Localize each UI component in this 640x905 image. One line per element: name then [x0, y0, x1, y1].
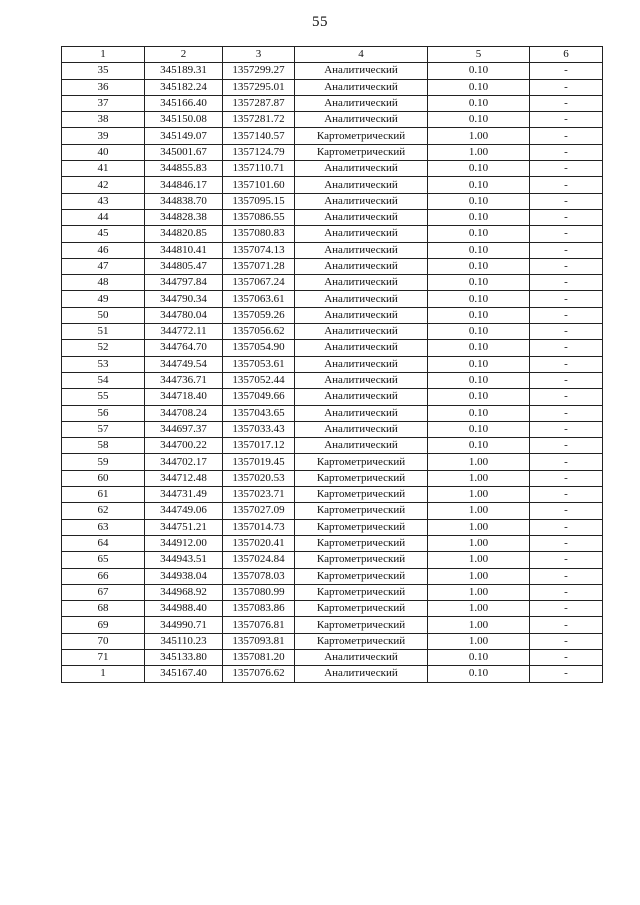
y-coordinate-cell: 1357043.65 [223, 405, 295, 421]
table-row [62, 552, 603, 568]
accuracy-cell: 0.10 [428, 193, 530, 209]
x-coordinate-cell: 344820.85 [145, 226, 223, 242]
accuracy-cell: 1.00 [428, 519, 530, 535]
y-coordinate-cell: 1357076.81 [223, 617, 295, 633]
accuracy-cell: 0.10 [428, 666, 530, 682]
note-cell: - [530, 275, 603, 291]
point-number-cell: 38 [62, 112, 145, 128]
method-cell: Аналитический [295, 324, 428, 340]
table-row [62, 649, 603, 665]
accuracy-cell: 1.00 [428, 633, 530, 649]
method-cell: Картометрический [295, 503, 428, 519]
table-row [62, 144, 603, 160]
table-row [62, 405, 603, 421]
accuracy-cell: 0.10 [428, 389, 530, 405]
table-row [62, 193, 603, 209]
note-cell: - [530, 79, 603, 95]
point-number-cell: 43 [62, 193, 145, 209]
y-coordinate-cell: 1357020.53 [223, 470, 295, 486]
table-row [62, 128, 603, 144]
x-coordinate-cell: 344943.51 [145, 552, 223, 568]
point-number-cell: 41 [62, 161, 145, 177]
point-number-cell: 36 [62, 79, 145, 95]
y-coordinate-cell: 1357067.24 [223, 275, 295, 291]
table-row [62, 258, 603, 274]
point-number-cell: 67 [62, 584, 145, 600]
note-cell: - [530, 372, 603, 388]
point-number-cell: 57 [62, 421, 145, 437]
method-cell: Картометрический [295, 601, 428, 617]
method-cell: Картометрический [295, 519, 428, 535]
point-number-cell: 53 [62, 356, 145, 372]
note-cell: - [530, 535, 603, 551]
method-cell: Аналитический [295, 242, 428, 258]
note-cell: - [530, 193, 603, 209]
y-coordinate-cell: 1357295.01 [223, 79, 295, 95]
point-number-cell: 49 [62, 291, 145, 307]
y-coordinate-cell: 1357052.44 [223, 372, 295, 388]
x-coordinate-cell: 344838.70 [145, 193, 223, 209]
y-coordinate-cell: 1357024.84 [223, 552, 295, 568]
y-coordinate-cell: 1357020.41 [223, 535, 295, 551]
accuracy-cell: 0.10 [428, 291, 530, 307]
note-cell: - [530, 226, 603, 242]
method-cell: Картометрический [295, 633, 428, 649]
point-number-cell: 40 [62, 144, 145, 160]
table-row [62, 438, 603, 454]
method-cell: Аналитический [295, 307, 428, 323]
note-cell: - [530, 128, 603, 144]
method-cell: Аналитический [295, 112, 428, 128]
table-header-row [62, 47, 603, 63]
accuracy-cell: 0.10 [428, 177, 530, 193]
method-cell: Аналитический [295, 95, 428, 111]
x-coordinate-cell: 344702.17 [145, 454, 223, 470]
x-coordinate-cell: 344749.54 [145, 356, 223, 372]
accuracy-cell: 0.10 [428, 405, 530, 421]
y-coordinate-cell: 1357019.45 [223, 454, 295, 470]
table-row [62, 356, 603, 372]
point-number-cell: 37 [62, 95, 145, 111]
x-coordinate-cell: 344751.21 [145, 519, 223, 535]
y-coordinate-cell: 1357140.57 [223, 128, 295, 144]
point-number-cell: 71 [62, 649, 145, 665]
note-cell: - [530, 242, 603, 258]
y-coordinate-cell: 1357080.83 [223, 226, 295, 242]
accuracy-cell: 1.00 [428, 568, 530, 584]
accuracy-cell: 0.10 [428, 340, 530, 356]
x-coordinate-cell: 344855.83 [145, 161, 223, 177]
x-coordinate-cell: 345110.23 [145, 633, 223, 649]
note-cell: - [530, 340, 603, 356]
note-cell: - [530, 144, 603, 160]
y-coordinate-cell: 1357078.03 [223, 568, 295, 584]
point-number-cell: 63 [62, 519, 145, 535]
x-coordinate-cell: 344805.47 [145, 258, 223, 274]
point-number-cell: 60 [62, 470, 145, 486]
y-coordinate-cell: 1357033.43 [223, 421, 295, 437]
accuracy-cell: 0.10 [428, 324, 530, 340]
x-coordinate-cell: 344790.34 [145, 291, 223, 307]
table-row [62, 307, 603, 323]
accuracy-cell: 0.10 [428, 356, 530, 372]
y-coordinate-cell: 1357093.81 [223, 633, 295, 649]
x-coordinate-cell: 344988.40 [145, 601, 223, 617]
note-cell: - [530, 307, 603, 323]
y-coordinate-cell: 1357095.15 [223, 193, 295, 209]
note-cell: - [530, 552, 603, 568]
method-cell: Аналитический [295, 372, 428, 388]
table-row [62, 568, 603, 584]
point-number-cell: 46 [62, 242, 145, 258]
accuracy-cell: 0.10 [428, 209, 530, 225]
point-number-cell: 52 [62, 340, 145, 356]
accuracy-cell: 0.10 [428, 307, 530, 323]
accuracy-cell: 0.10 [428, 372, 530, 388]
accuracy-cell: 1.00 [428, 128, 530, 144]
accuracy-cell: 0.10 [428, 95, 530, 111]
x-coordinate-cell: 344968.92 [145, 584, 223, 600]
point-number-cell: 51 [62, 324, 145, 340]
y-coordinate-cell: 1357281.72 [223, 112, 295, 128]
method-cell: Аналитический [295, 275, 428, 291]
point-number-cell: 56 [62, 405, 145, 421]
method-cell: Аналитический [295, 666, 428, 682]
note-cell: - [530, 470, 603, 486]
table-row [62, 389, 603, 405]
y-coordinate-cell: 1357299.27 [223, 63, 295, 79]
note-cell: - [530, 161, 603, 177]
method-cell: Картометрический [295, 617, 428, 633]
point-number-cell: 35 [62, 63, 145, 79]
note-cell: - [530, 666, 603, 682]
column-header: 2 [145, 47, 223, 63]
y-coordinate-cell: 1357071.28 [223, 258, 295, 274]
point-number-cell: 39 [62, 128, 145, 144]
x-coordinate-cell: 344828.38 [145, 209, 223, 225]
x-coordinate-cell: 344749.06 [145, 503, 223, 519]
note-cell: - [530, 633, 603, 649]
method-cell: Картометрический [295, 128, 428, 144]
table-row [62, 226, 603, 242]
table-row [62, 633, 603, 649]
point-number-cell: 1 [62, 666, 145, 682]
method-cell: Аналитический [295, 389, 428, 405]
column-header: 1 [62, 47, 145, 63]
accuracy-cell: 0.10 [428, 421, 530, 437]
note-cell: - [530, 568, 603, 584]
y-coordinate-cell: 1357101.60 [223, 177, 295, 193]
table-row [62, 454, 603, 470]
accuracy-cell: 0.10 [428, 242, 530, 258]
x-coordinate-cell: 344846.17 [145, 177, 223, 193]
table-row [62, 242, 603, 258]
y-coordinate-cell: 1357063.61 [223, 291, 295, 307]
note-cell: - [530, 389, 603, 405]
method-cell: Аналитический [295, 193, 428, 209]
table-row [62, 275, 603, 291]
table-row [62, 79, 603, 95]
x-coordinate-cell: 344912.00 [145, 535, 223, 551]
note-cell: - [530, 405, 603, 421]
column-header: 4 [295, 47, 428, 63]
y-coordinate-cell: 1357059.26 [223, 307, 295, 323]
note-cell: - [530, 258, 603, 274]
accuracy-cell: 1.00 [428, 144, 530, 160]
method-cell: Аналитический [295, 209, 428, 225]
method-cell: Картометрический [295, 584, 428, 600]
y-coordinate-cell: 1357053.61 [223, 356, 295, 372]
point-number-cell: 47 [62, 258, 145, 274]
y-coordinate-cell: 1357023.71 [223, 487, 295, 503]
point-number-cell: 54 [62, 372, 145, 388]
x-coordinate-cell: 344700.22 [145, 438, 223, 454]
method-cell: Аналитический [295, 161, 428, 177]
y-coordinate-cell: 1357083.86 [223, 601, 295, 617]
point-number-cell: 48 [62, 275, 145, 291]
point-number-cell: 55 [62, 389, 145, 405]
point-number-cell: 62 [62, 503, 145, 519]
x-coordinate-cell: 345167.40 [145, 666, 223, 682]
method-cell: Аналитический [295, 291, 428, 307]
point-number-cell: 65 [62, 552, 145, 568]
note-cell: - [530, 454, 603, 470]
note-cell: - [530, 584, 603, 600]
method-cell: Картометрический [295, 552, 428, 568]
column-header: 6 [530, 47, 603, 63]
note-cell: - [530, 95, 603, 111]
accuracy-cell: 1.00 [428, 503, 530, 519]
point-number-cell: 42 [62, 177, 145, 193]
y-coordinate-cell: 1357027.09 [223, 503, 295, 519]
x-coordinate-cell: 345189.31 [145, 63, 223, 79]
y-coordinate-cell: 1357287.87 [223, 95, 295, 111]
note-cell: - [530, 177, 603, 193]
page-number: 55 [312, 14, 328, 30]
y-coordinate-cell: 1357054.90 [223, 340, 295, 356]
method-cell: Аналитический [295, 63, 428, 79]
table-row [62, 209, 603, 225]
x-coordinate-cell: 344712.48 [145, 470, 223, 486]
x-coordinate-cell: 344736.71 [145, 372, 223, 388]
x-coordinate-cell: 344718.40 [145, 389, 223, 405]
y-coordinate-cell: 1357017.12 [223, 438, 295, 454]
table-row [62, 487, 603, 503]
point-number-cell: 59 [62, 454, 145, 470]
table-row [62, 601, 603, 617]
y-coordinate-cell: 1357081.20 [223, 649, 295, 665]
method-cell: Аналитический [295, 438, 428, 454]
accuracy-cell: 0.10 [428, 258, 530, 274]
method-cell: Аналитический [295, 258, 428, 274]
table-row [62, 535, 603, 551]
x-coordinate-cell: 344731.49 [145, 487, 223, 503]
method-cell: Аналитический [295, 356, 428, 372]
note-cell: - [530, 209, 603, 225]
note-cell: - [530, 421, 603, 437]
y-coordinate-cell: 1357076.62 [223, 666, 295, 682]
x-coordinate-cell: 345149.07 [145, 128, 223, 144]
x-coordinate-cell: 345150.08 [145, 112, 223, 128]
x-coordinate-cell: 344708.24 [145, 405, 223, 421]
method-cell: Аналитический [295, 79, 428, 95]
table-row [62, 503, 603, 519]
accuracy-cell: 1.00 [428, 487, 530, 503]
y-coordinate-cell: 1357074.13 [223, 242, 295, 258]
note-cell: - [530, 649, 603, 665]
column-header: 3 [223, 47, 295, 63]
method-cell: Аналитический [295, 421, 428, 437]
note-cell: - [530, 438, 603, 454]
y-coordinate-cell: 1357124.79 [223, 144, 295, 160]
point-number-cell: 69 [62, 617, 145, 633]
y-coordinate-cell: 1357014.73 [223, 519, 295, 535]
table-row [62, 95, 603, 111]
note-cell: - [530, 63, 603, 79]
y-coordinate-cell: 1357110.71 [223, 161, 295, 177]
x-coordinate-cell: 345166.40 [145, 95, 223, 111]
x-coordinate-cell: 344938.04 [145, 568, 223, 584]
point-number-cell: 45 [62, 226, 145, 242]
note-cell: - [530, 617, 603, 633]
x-coordinate-cell: 344772.11 [145, 324, 223, 340]
method-cell: Аналитический [295, 405, 428, 421]
x-coordinate-cell: 344797.84 [145, 275, 223, 291]
note-cell: - [530, 601, 603, 617]
accuracy-cell: 0.10 [428, 226, 530, 242]
point-number-cell: 44 [62, 209, 145, 225]
note-cell: - [530, 487, 603, 503]
method-cell: Аналитический [295, 177, 428, 193]
note-cell: - [530, 519, 603, 535]
accuracy-cell: 1.00 [428, 470, 530, 486]
accuracy-cell: 1.00 [428, 454, 530, 470]
y-coordinate-cell: 1357086.55 [223, 209, 295, 225]
note-cell: - [530, 356, 603, 372]
note-cell: - [530, 112, 603, 128]
method-cell: Картометрический [295, 487, 428, 503]
method-cell: Картометрический [295, 470, 428, 486]
point-number-cell: 64 [62, 535, 145, 551]
accuracy-cell: 0.10 [428, 63, 530, 79]
x-coordinate-cell: 344697.37 [145, 421, 223, 437]
accuracy-cell: 0.10 [428, 161, 530, 177]
accuracy-cell: 0.10 [428, 649, 530, 665]
accuracy-cell: 1.00 [428, 535, 530, 551]
x-coordinate-cell: 344990.71 [145, 617, 223, 633]
table-row [62, 421, 603, 437]
x-coordinate-cell: 344810.41 [145, 242, 223, 258]
table-row [62, 584, 603, 600]
x-coordinate-cell: 344764.70 [145, 340, 223, 356]
accuracy-cell: 1.00 [428, 617, 530, 633]
table-row [62, 63, 603, 79]
coordinates-table [61, 46, 603, 683]
accuracy-cell: 0.10 [428, 79, 530, 95]
table-row [62, 177, 603, 193]
column-header: 5 [428, 47, 530, 63]
point-number-cell: 66 [62, 568, 145, 584]
table-row [62, 519, 603, 535]
method-cell: Картометрический [295, 454, 428, 470]
accuracy-cell: 0.10 [428, 275, 530, 291]
note-cell: - [530, 503, 603, 519]
method-cell: Аналитический [295, 226, 428, 242]
accuracy-cell: 1.00 [428, 601, 530, 617]
table-body [62, 63, 603, 682]
accuracy-cell: 0.10 [428, 438, 530, 454]
y-coordinate-cell: 1357049.66 [223, 389, 295, 405]
table-row [62, 324, 603, 340]
note-cell: - [530, 291, 603, 307]
table-row [62, 617, 603, 633]
table-row [62, 161, 603, 177]
note-cell: - [530, 324, 603, 340]
table-row [62, 372, 603, 388]
y-coordinate-cell: 1357056.62 [223, 324, 295, 340]
method-cell: Аналитический [295, 340, 428, 356]
table-row [62, 666, 603, 682]
table-row [62, 291, 603, 307]
accuracy-cell: 0.10 [428, 112, 530, 128]
x-coordinate-cell: 344780.04 [145, 307, 223, 323]
point-number-cell: 68 [62, 601, 145, 617]
method-cell: Картометрический [295, 568, 428, 584]
method-cell: Картометрический [295, 535, 428, 551]
x-coordinate-cell: 345182.24 [145, 79, 223, 95]
table-row [62, 112, 603, 128]
table-row [62, 470, 603, 486]
accuracy-cell: 1.00 [428, 584, 530, 600]
accuracy-cell: 1.00 [428, 552, 530, 568]
x-coordinate-cell: 345133.80 [145, 649, 223, 665]
point-number-cell: 50 [62, 307, 145, 323]
x-coordinate-cell: 345001.67 [145, 144, 223, 160]
point-number-cell: 61 [62, 487, 145, 503]
method-cell: Картометрический [295, 144, 428, 160]
point-number-cell: 58 [62, 438, 145, 454]
table-row [62, 340, 603, 356]
y-coordinate-cell: 1357080.99 [223, 584, 295, 600]
point-number-cell: 70 [62, 633, 145, 649]
method-cell: Аналитический [295, 649, 428, 665]
